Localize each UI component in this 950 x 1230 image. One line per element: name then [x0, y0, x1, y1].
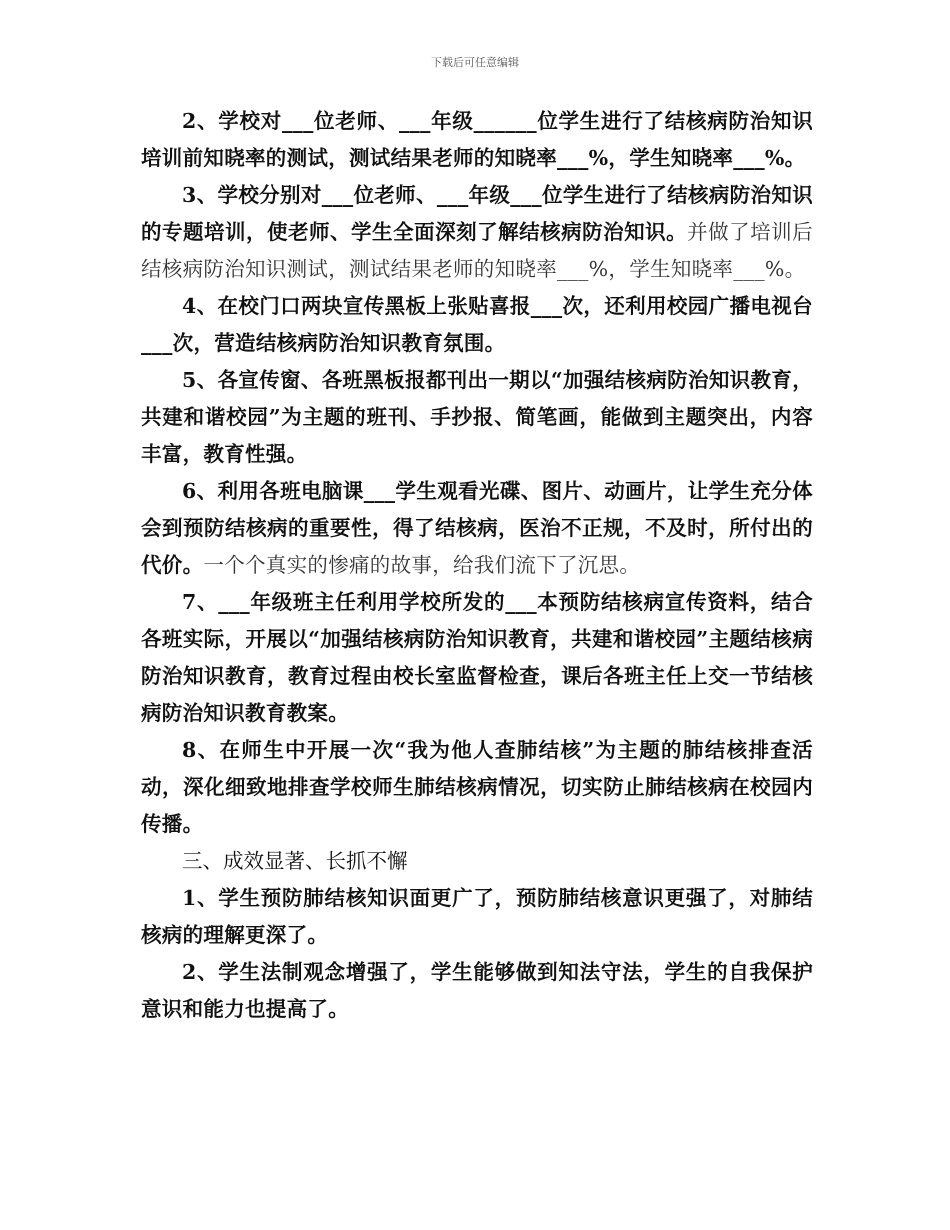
paragraph-text: 2、学生法制观念增强了，学生能够做到知法守法，学生的自我保护意识和能力也提高了。: [141, 960, 813, 1021]
result-2: [141, 954, 813, 1028]
result-1: [141, 880, 813, 954]
section-heading: 三、成效显著、长抓不懈: [182, 849, 408, 873]
paragraph-2: [141, 103, 813, 177]
paragraph-5: [141, 362, 813, 473]
paragraph-7: [141, 584, 813, 732]
paragraph-4: [141, 288, 813, 362]
paragraph-text: 1、学生预防肺结核知识面更广了，预防肺结核意识更强了，对肺结核病的理解更深了。: [141, 886, 813, 947]
paragraph-text: 5、各宣传窗、各班黑板报都刊出一期以“加强结核病防治知识教育，共建和谐校园”为主题的班刊、手抄报、简笔画，能做到主题突出，内容丰富，教育性强。: [141, 368, 813, 466]
paragraph-text: 8、在师生中开展一次“我为他人查肺结核”为主题的肺结核排查活动，深化细致地排查学校师生肺结核病情况，切实防止肺结核病在校园内传播。: [141, 738, 813, 836]
paragraph-8: [141, 732, 813, 843]
paragraph-6: [141, 473, 813, 584]
paragraph-text: 7、___年级班主任利用学校所发的___本预防结核病宣传资料，结合各班实际，开展以“加强结核病防治知识教育，共建和谐校园”主题结核病防治知识教育，教育过程由校长室监督检查，课后各班主任上交一节结核病防治知识教育教案。: [141, 590, 813, 725]
paragraph-text-extra: 并做了培训后结核病防治知识测试，测试结果老师的知晓率___%，学生知晓率___%。: [141, 220, 813, 281]
paragraph-text-extra: 一个个真实的惨痛的故事，给我们流下了沉思。: [203, 553, 641, 577]
paragraph-text: 3、学校分别对___位老师、___年级___位学生进行了结核病防治知识的专题培训，使老师、学生全面深刻了解结核病防治知识。: [141, 183, 813, 244]
paragraph-text: 2、学校对___位老师、___年级______位学生进行了结核病防治知识培训前知晓率的测试，测试结果老师的知晓率___%，学生知晓率___%。: [141, 109, 813, 170]
paragraph-text: 4、在校门口两块宣传黑板上张贴喜报___次，还利用校园广播电视台___次，营造结核病防治知识教育氛围。: [141, 294, 813, 355]
paragraph-text: 6、利用各班电脑课___学生观看光碟、图片、动画片，让学生充分体会到预防结核病的重要性，得了结核病，医治不正规，不及时，所付出的代价。: [141, 479, 813, 577]
paragraph-3: [141, 177, 813, 288]
page-header-note: 下载后可任意编辑: [431, 56, 519, 69]
document-body: [141, 103, 813, 1028]
